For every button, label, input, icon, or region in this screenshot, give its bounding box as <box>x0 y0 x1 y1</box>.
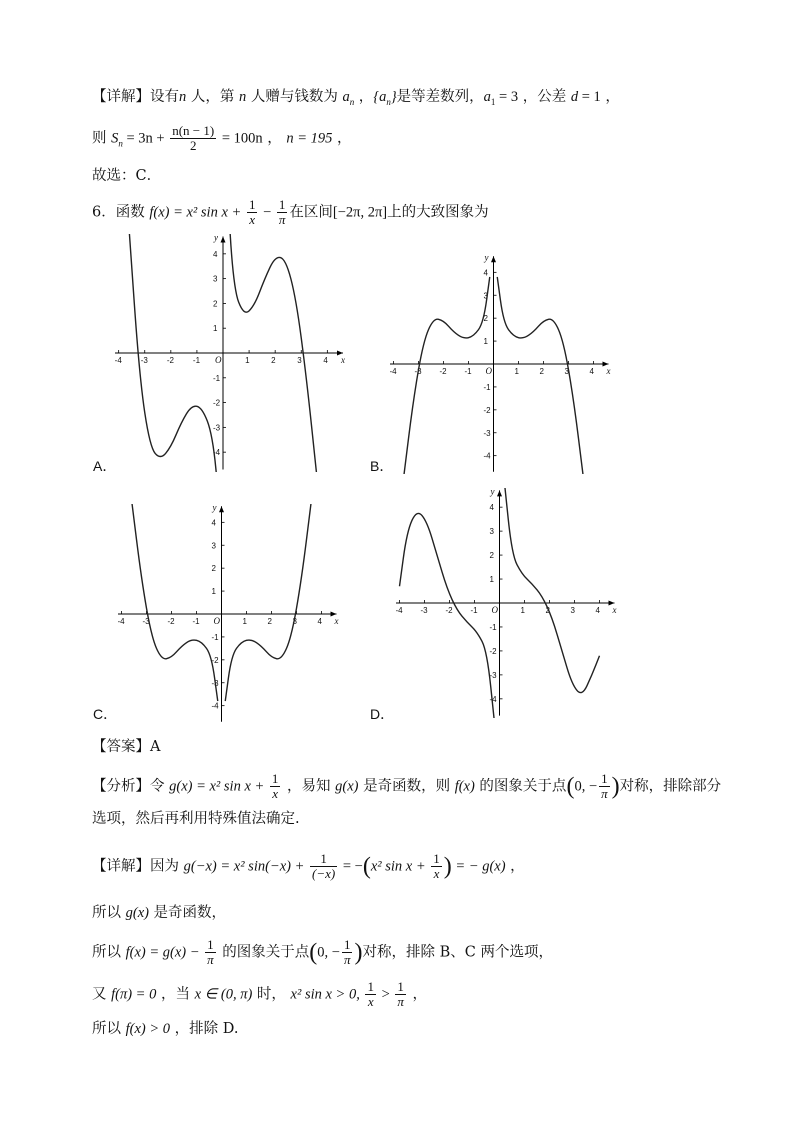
y-tick-label: -1 <box>211 632 219 642</box>
origin-label: O <box>485 366 492 376</box>
question-6: 6．函数 f(x) = x² sin x + $\frac{1}{x}$ − $\frac{1}{\pi}$ 在区间[−2π, 2π]上的大致图象为 <box>92 197 489 227</box>
x-tick-label: 2 <box>271 356 276 365</box>
x-tick-label: 4 <box>323 356 328 365</box>
y-tick-label: -4 <box>213 448 221 458</box>
x-axis-label: x <box>341 355 345 365</box>
y-tick-label: -4 <box>489 694 497 704</box>
choose-line: 故选：C． <box>92 168 162 184</box>
origin-label: O <box>213 616 220 626</box>
y-tick-label: 2 <box>489 551 494 561</box>
y-tick-label: 2 <box>213 299 218 309</box>
answer: 【答案】A <box>92 739 161 755</box>
graph-option-c <box>118 504 348 724</box>
y-tick-label: -4 <box>211 701 219 711</box>
x-tick-label: -3 <box>420 606 428 615</box>
option-b-label: B． <box>370 458 394 474</box>
detail2-line-2: 所以 g(x) 是奇函数， <box>92 905 227 921</box>
x-tick-label: -3 <box>140 356 148 365</box>
y-tick-label: -2 <box>489 646 497 656</box>
curve-series <box>400 513 495 718</box>
y-tick-label: 2 <box>211 564 216 574</box>
option-d-label: D． <box>370 706 395 722</box>
x-tick-label: -1 <box>470 606 478 615</box>
y-tick-label: 3 <box>483 291 488 301</box>
y-tick-label: -2 <box>483 405 491 415</box>
x-axis-label: x <box>606 366 611 376</box>
y-tick-label: -3 <box>489 670 497 680</box>
detail2-line-3: 所以 f(x) = g(x) − $\frac{1}{\pi}$ 的图象关于点(0, − $\frac{1}{\pi}$ )对称，排除 B、C 两个选项， <box>92 937 553 967</box>
x-tick-label: -1 <box>192 356 201 365</box>
x-tick-label: 4 <box>595 606 600 615</box>
y-tick-label: -3 <box>213 423 221 433</box>
y-tick-label: -3 <box>211 678 219 688</box>
x-tick-label: 3 <box>292 617 297 626</box>
y-tick-label: -1 <box>213 373 221 383</box>
y-tick-label: 1 <box>483 337 488 347</box>
y-tick-label: 1 <box>211 587 216 597</box>
x-axis-label: x <box>334 616 339 626</box>
x-tick-label: -2 <box>166 356 174 365</box>
graph-option-a <box>115 234 355 472</box>
x-tick-label: -4 <box>390 367 397 376</box>
y-tick-label: -2 <box>213 398 221 408</box>
fraction: $\frac{n(n - 1)}{2}$ <box>172 123 215 153</box>
y-tick-label: 3 <box>489 527 494 537</box>
option-c-label: C． <box>93 706 118 722</box>
y-axis-label: y <box>212 504 217 513</box>
x-tick-label: -3 <box>414 367 422 376</box>
y-tick-label: 2 <box>483 314 488 324</box>
y-axis-arrow-icon <box>497 490 502 496</box>
x-tick-label: -1 <box>192 617 200 626</box>
y-tick-label: 1 <box>213 324 218 334</box>
y-tick-label: -4 <box>483 451 491 461</box>
y-tick-label: 4 <box>489 503 494 513</box>
y-tick-label: -2 <box>211 655 219 665</box>
x-tick-label: 1 <box>520 606 525 615</box>
y-tick-label: 3 <box>211 541 216 551</box>
x-axis-label: x <box>612 605 617 615</box>
y-tick-label: -1 <box>483 382 491 392</box>
x-tick-label: 2 <box>545 606 550 615</box>
option-a-label: A． <box>93 458 117 474</box>
y-tick-label: 4 <box>483 268 488 278</box>
y-tick-label: 4 <box>211 518 216 528</box>
x-tick-label: 1 <box>242 617 247 626</box>
x-tick-label: 4 <box>317 617 322 626</box>
detail-line-1: 【详解】设有n 人，第 n 人赠与钱数为 $a_n$ ，$\{a_n\}$是等差数列，$a_1 = 3$ ，公差 d = 1 ， <box>92 89 620 107</box>
y-axis-arrow-icon <box>219 506 224 512</box>
x-tick-label: 3 <box>297 356 302 365</box>
x-tick-label: -1 <box>464 367 472 376</box>
graph-option-d <box>396 488 626 718</box>
y-axis-label: y <box>214 234 218 243</box>
detail2-line-1: 【详解】因为 g(−x) = x² sin(−x) + $\frac{1}{(-x)}$ = −(x² sin x + $\frac{1}{x}$ ) = − g(x) ， <box>92 851 525 881</box>
analysis-line-2: 选项，然后再利用特殊值法确定. <box>92 811 300 827</box>
y-tick-label: 1 <box>489 575 494 585</box>
x-tick-label: -2 <box>167 617 175 626</box>
x-tick-label: -4 <box>115 356 122 365</box>
detail-line-2: 则 $S_n = 3n$ + $\frac{n(n - 1)}{2}$ = 100n ， n = 195 ， <box>92 123 352 153</box>
analysis-line-1: 【分析】令 g(x) = x² sin x + $\frac{1}{x}$ ，易知 g(x) 是奇函数，则 f(x) 的图象关于点(0, − $\frac{1}{\pi}$ )对称，排除部分 <box>92 771 722 801</box>
detail2-line-5: 所以 f(x) > 0 ，排除 D. <box>92 1021 239 1037</box>
x-tick-label: 4 <box>589 367 594 376</box>
curve-series <box>132 504 218 701</box>
y-tick-label: 3 <box>213 274 218 284</box>
y-tick-label: -1 <box>489 622 497 632</box>
x-tick-label: -2 <box>439 367 447 376</box>
x-tick-label: 1 <box>245 356 250 365</box>
detail2-line-4: 又 f(π) = 0 ，当 x ∈ (0, π) 时， x² sin x > 0, $\frac{1}{x}$ > $\frac{1}{\pi}$ ， <box>92 979 428 1009</box>
y-tick-label: -3 <box>483 428 491 438</box>
x-tick-label: -2 <box>445 606 453 615</box>
y-tick-label: 4 <box>213 249 218 259</box>
x-tick-label: 2 <box>539 367 544 376</box>
x-tick-label: -4 <box>396 606 403 615</box>
x-tick-label: 3 <box>570 606 575 615</box>
curve-series <box>225 504 311 701</box>
x-tick-label: 3 <box>564 367 569 376</box>
x-tick-label: 1 <box>514 367 519 376</box>
x-tick-label: -3 <box>142 617 150 626</box>
origin-label: O <box>491 605 498 615</box>
y-axis-arrow-icon <box>491 256 496 262</box>
graph-option-b <box>390 254 620 474</box>
y-axis-arrow-icon <box>221 236 226 242</box>
y-axis-label: y <box>490 488 495 497</box>
y-axis-label: y <box>484 254 489 263</box>
x-tick-label: -4 <box>118 617 125 626</box>
curve-series <box>505 488 600 693</box>
x-tick-label: 2 <box>267 617 272 626</box>
origin-label: O <box>215 355 222 365</box>
